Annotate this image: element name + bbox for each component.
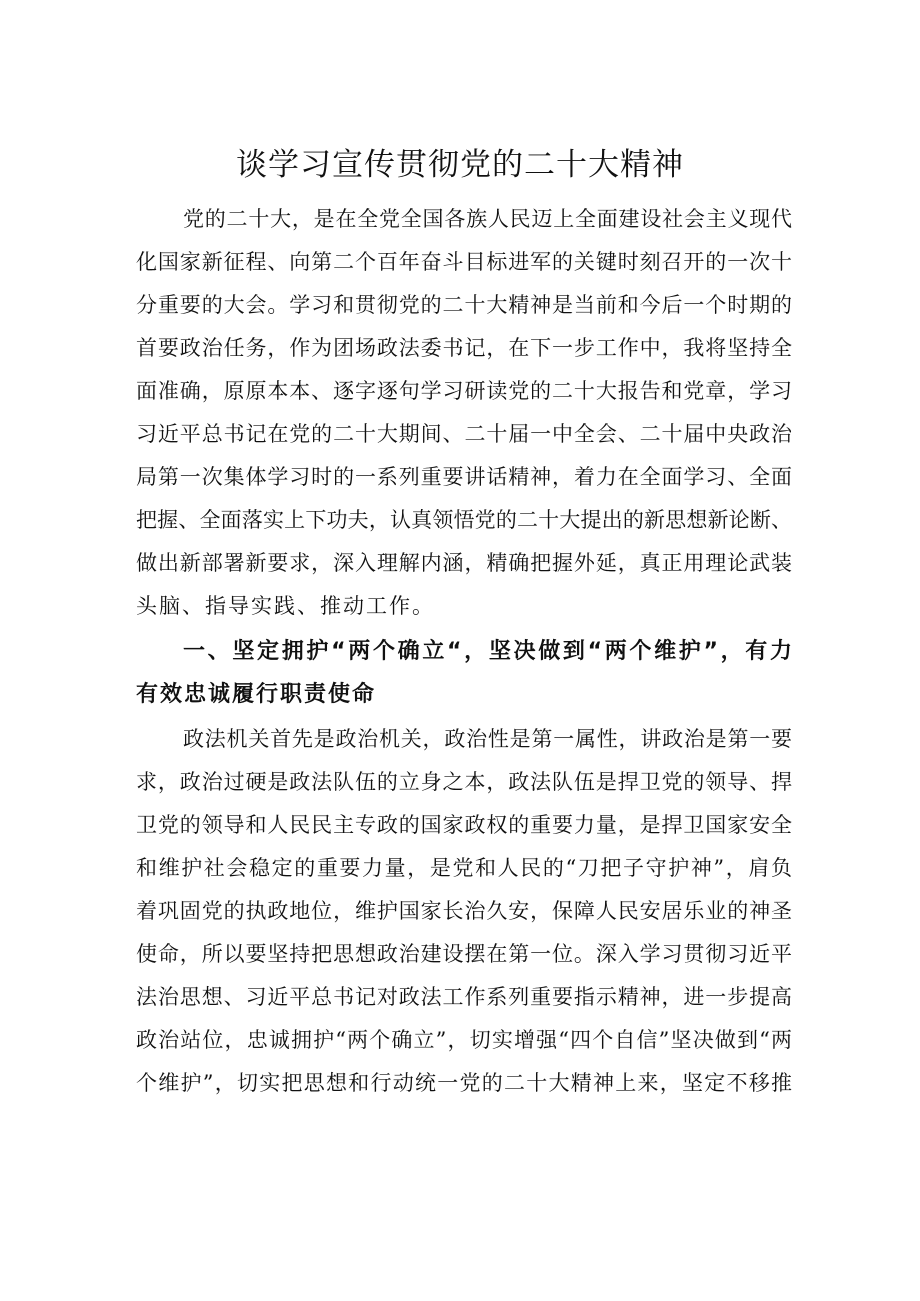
text-line: 分重要的大会。学习和贯彻党的二十大精神是当前和今后一个时期的 [136, 293, 792, 317]
text-line: 个维护”，切实把思想和行动统一党的二十大精神上来，坚定不移推 [136, 1071, 792, 1095]
text-line: 着巩固党的执政地位，维护国家长治久安，保障人民安居乐业的神圣 [136, 899, 792, 923]
text-line: 法治思想、习近平总书记对政法工作系列重要指示精神，进一步提高 [136, 985, 792, 1009]
text-line: 头脑、指导实践、推动工作。 [136, 594, 435, 618]
text-line: 做出新部署新要求，深入理解内涵，精确把握外延，真正用理论武装 [136, 551, 792, 575]
text-line: 首要政治任务，作为团场政法委书记，在下一步工作中，我将坚持全 [136, 336, 792, 360]
text-line: 化国家新征程、向第二个百年奋斗目标进军的关键时刻召开的一次十 [136, 250, 792, 274]
text-line: 一、坚定拥护“两个确立“，坚决做到“两个维护”，有力 [183, 639, 792, 664]
text-line: 局第一次集体学习时的一系列重要讲话精神，着力在全面学习、全面 [136, 465, 792, 489]
text-line: 卫党的领导和人民民主专政的国家政权的重要力量，是捍卫国家安全 [136, 813, 792, 837]
text-line: 求，政治过硬是政法队伍的立身之本，政法队伍是捍卫党的领导、捍 [136, 770, 792, 794]
text-line: 有效忠诚履行职责使命 [136, 682, 377, 707]
section-1-paragraph [136, 718, 792, 1105]
section-heading-1 [136, 630, 792, 716]
text-line: 政法机关首先是政治机关，政治性是第一属性，讲政治是第一要 [183, 727, 792, 751]
text-line: 面准确，原原本本、逐字逐句学习研读党的二十大报告和党章，学习 [136, 379, 792, 403]
text-line: 和维护社会稳定的重要力量，是党和人民的“刀把子守护神”，肩负 [136, 856, 792, 880]
text-line: 习近平总书记在党的二十大期间、二十届一中全会、二十届中央政治 [136, 422, 792, 446]
intro-paragraph [136, 198, 792, 628]
text-line: 使命，所以要坚持把思想政治建设摆在第一位。深入学习贯彻习近平 [136, 942, 792, 966]
text-line: 政治站位，忠诚拥护“两个确立”，切实增强“四个自信”坚决做到“两 [136, 1028, 792, 1052]
text-line: 党的二十大，是在全党全国各族人民迈上全面建设社会主义现代 [183, 207, 792, 231]
text-line: 把握、全面落实上下功夫，认真领悟党的二十大提出的新思想新论断、 [136, 508, 792, 532]
document-title: 谈学习宣传贯彻党的二十大精神 [236, 147, 684, 183]
